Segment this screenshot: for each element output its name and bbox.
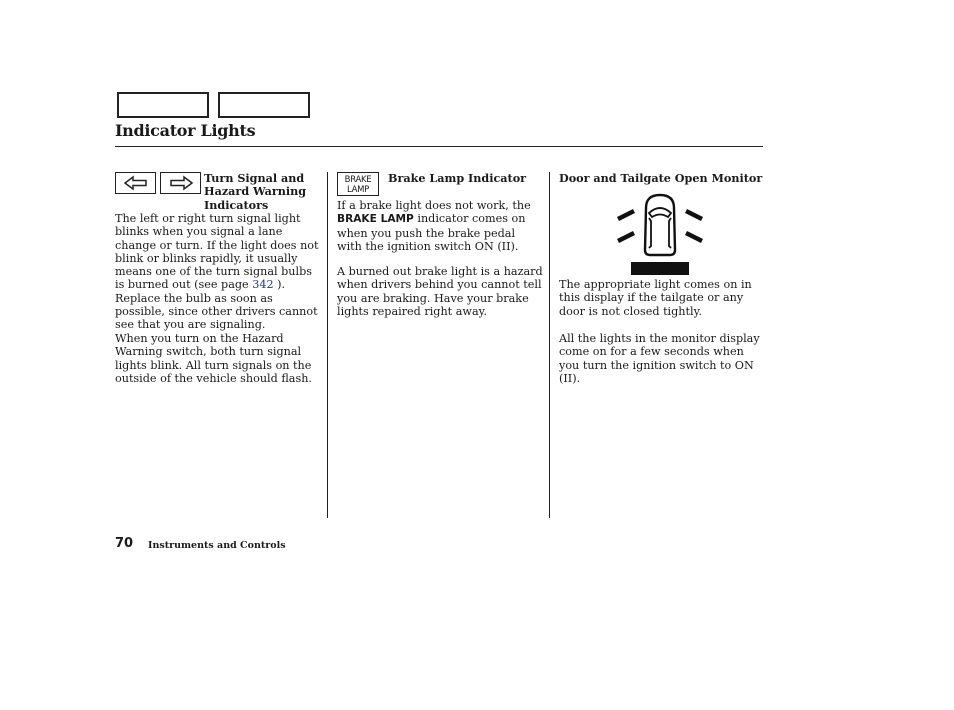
heading-line: Hazard Warning: [204, 184, 307, 199]
heading-line: Turn Signal and: [204, 171, 305, 185]
nav-button-2[interactable]: [218, 92, 310, 118]
door-monitor-heading: Door and Tailgate Open Monitor: [559, 171, 763, 185]
turn-signal-paragraph-2: When you turn on the Hazard Warning switch, both turn signal lights blink. All turn signals on the outside of the vehicle should flash.: [115, 332, 312, 385]
brake-lamp-paragraph-2: A burned out brake light is a hazard when drivers behind you cannot tell you are braking. Have your brake lights repaired right away.: [337, 265, 543, 318]
turn-signal-paragraph-1: The left or right turn signal light blinks when you signal a lane change or turn. If the light does not blink or blinks rapidly, it usually means one of the turn signal bulbs is burned out (see page 342 ). Replace the bulb as soon as possible, since other drivers cannot see that you are signaling.: [115, 212, 319, 332]
brake-lamp-icon: BRAKE LAMP: [337, 172, 379, 196]
page-number: 70: [115, 536, 134, 551]
brake-lamp-paragraph-1: If a brake light does not work, the BRAKE LAMP indicator comes on when you push the brake pedal with the ignition switch ON (II).: [337, 199, 531, 253]
door-monitor-paragraph-1: The appropriate light comes on in this display if the tailgate or any door is not closed tightly.: [559, 278, 752, 318]
section-label: Instruments and Controls: [148, 540, 286, 551]
page-reference-link[interactable]: 342: [252, 278, 274, 292]
door-monitor-paragraph-2: All the lights in the monitor display come on for a few seconds when you turn the ignition switch to ON (II).: [559, 332, 760, 385]
brake-lamp-label: BRAKE LAMP: [337, 213, 414, 226]
brake-lamp-heading: Brake Lamp Indicator: [388, 171, 527, 185]
page-title: Indicator Lights: [115, 121, 256, 140]
heading-line: Indicators: [204, 197, 269, 212]
title-rule: [115, 146, 763, 147]
car-top-view-icon: [610, 192, 710, 276]
left-arrow-icon: [115, 172, 156, 194]
nav-button-1[interactable]: [117, 92, 209, 118]
column-divider: [327, 172, 328, 518]
column-divider: [549, 172, 550, 518]
turn-signal-heading: [204, 172, 324, 212]
right-arrow-icon: [160, 172, 201, 194]
